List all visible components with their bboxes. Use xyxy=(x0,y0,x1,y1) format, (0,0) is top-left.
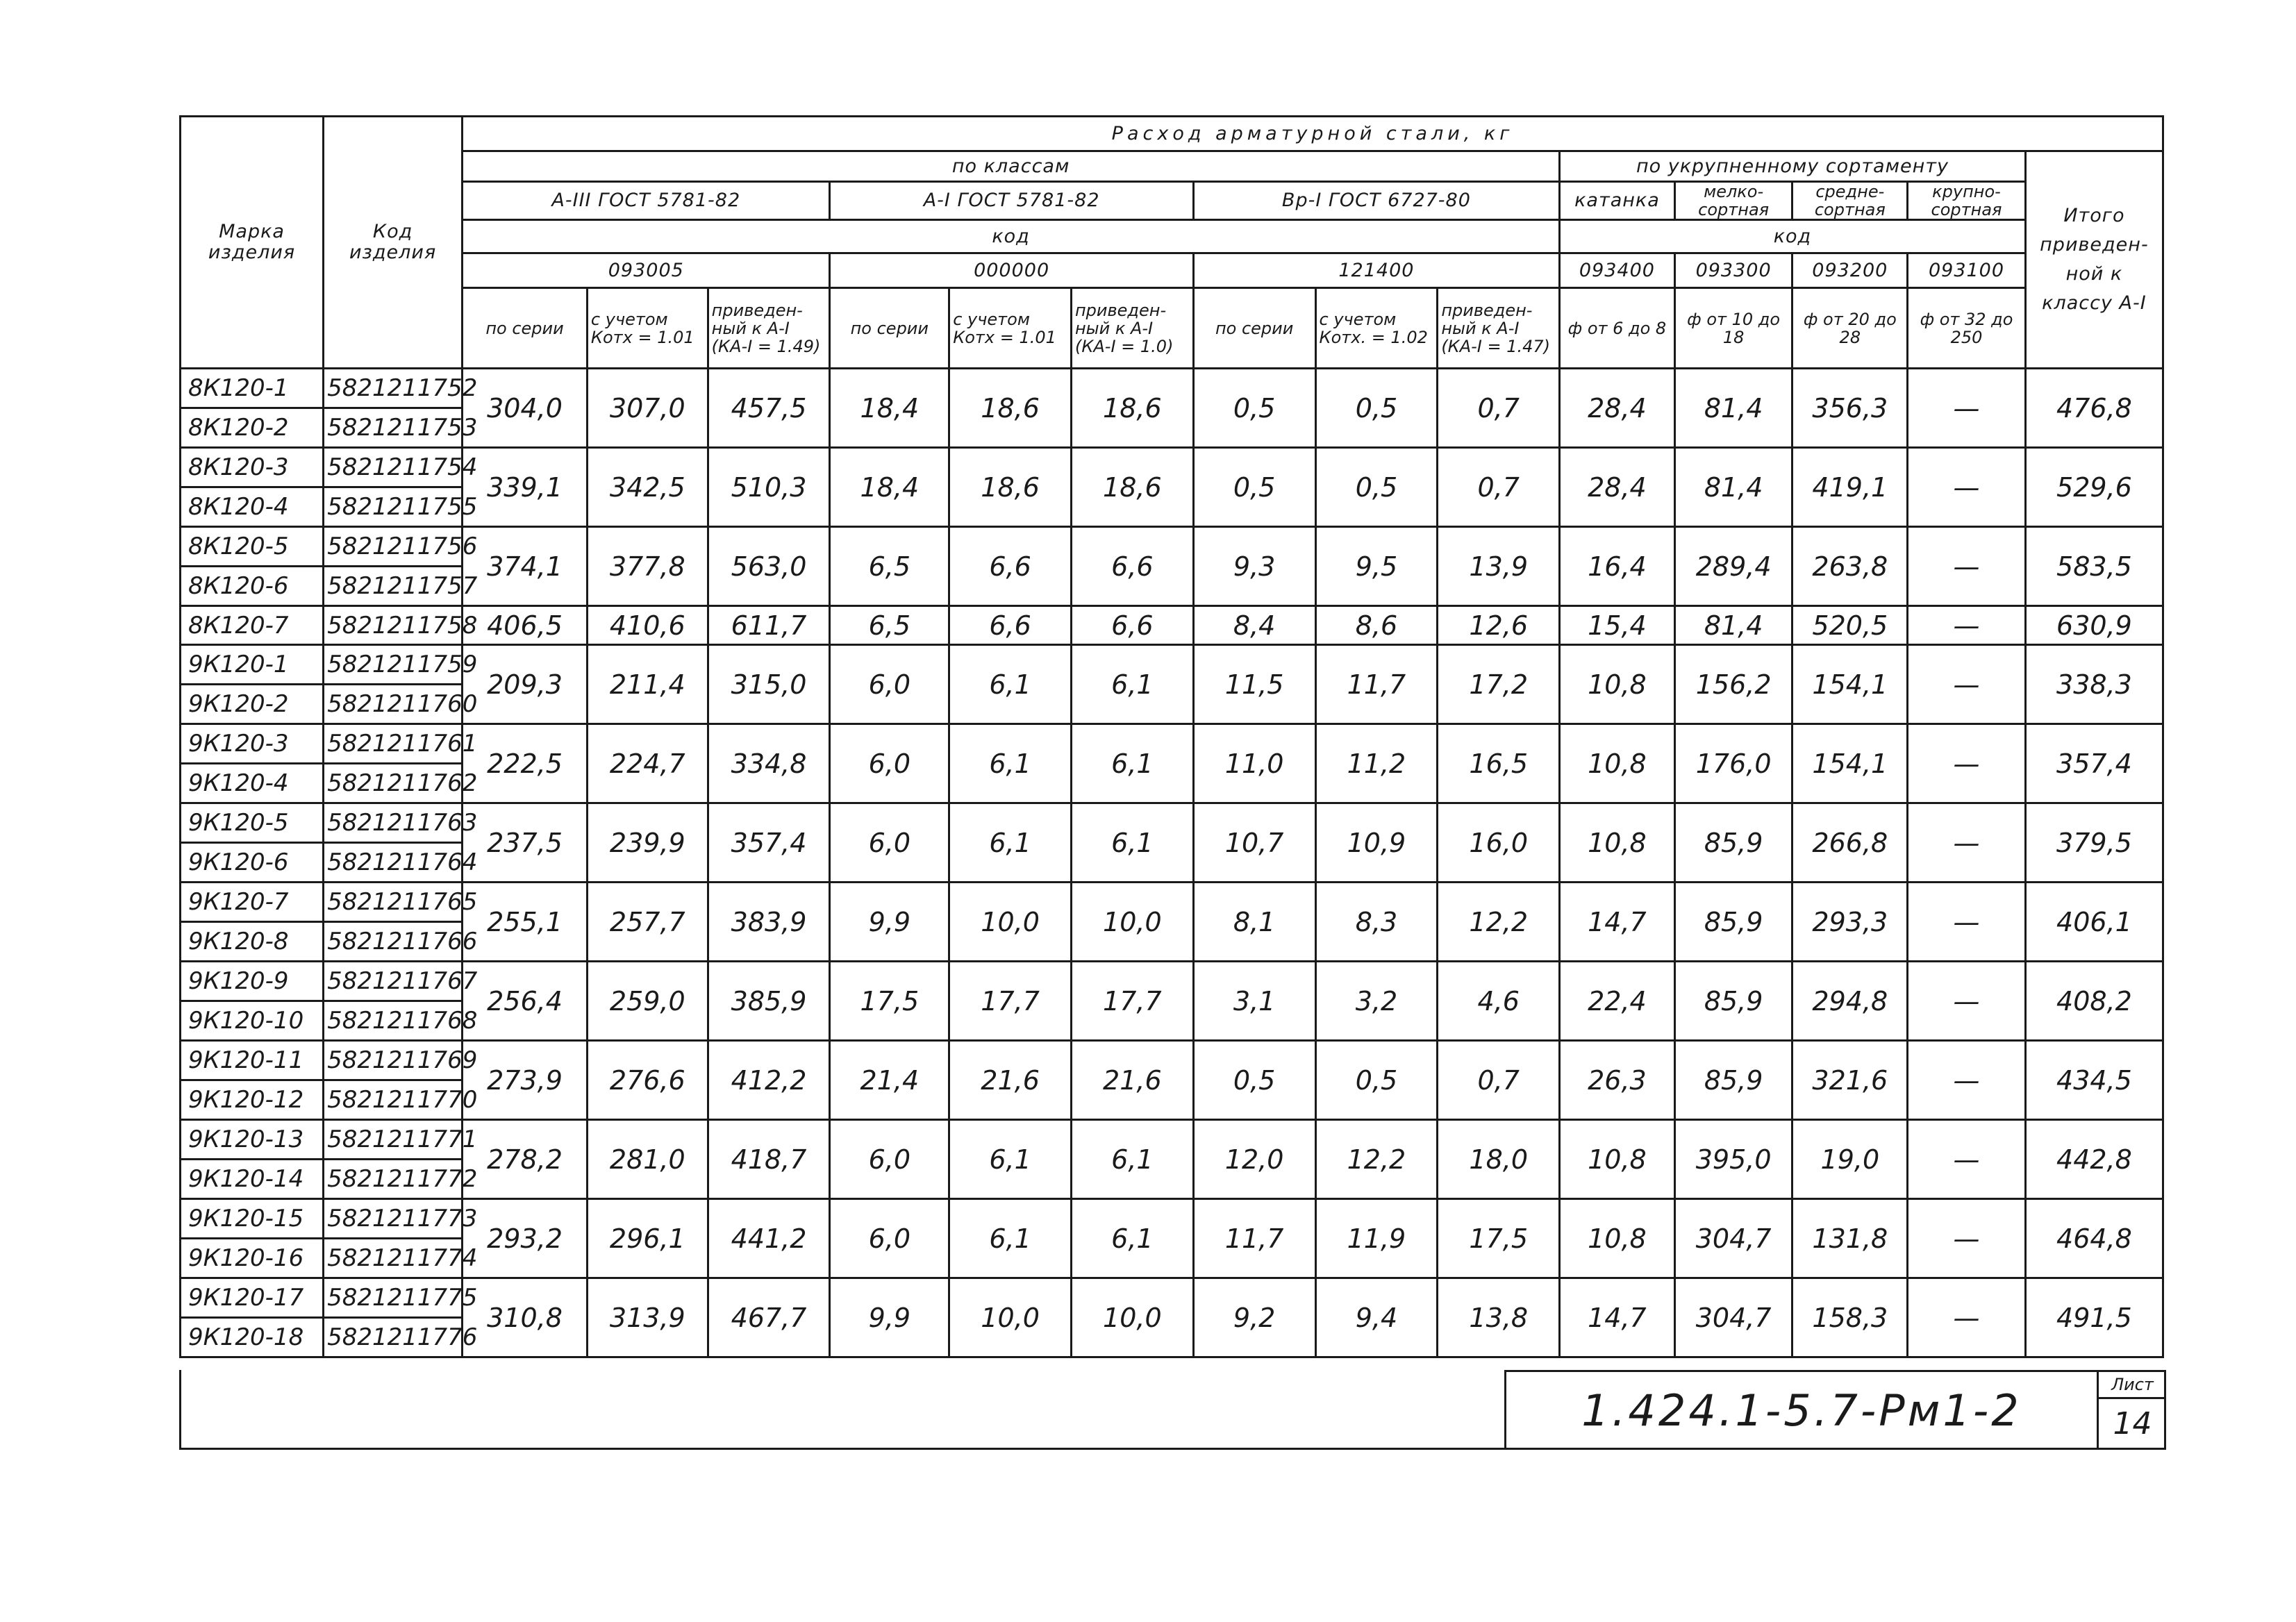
mark-cell: 9К120-15 xyxy=(181,1199,324,1239)
code-cell: 5821211765 xyxy=(324,883,463,922)
melko-header: мелко-сортная xyxy=(1674,182,1792,220)
value-cell: 21,4 xyxy=(830,1041,949,1120)
value-cell: 412,2 xyxy=(708,1041,830,1120)
value-cell: 0,7 xyxy=(1438,369,1560,448)
value-cell: 17,7 xyxy=(949,962,1072,1041)
kod-assortment-header: код xyxy=(1560,220,2026,253)
code-vr1: 121400 xyxy=(1193,253,1559,288)
by-class-header: по классам xyxy=(463,151,1560,182)
value-cell: 21,6 xyxy=(1071,1041,1193,1120)
value-cell: 18,4 xyxy=(830,369,949,448)
consumption-title: Расход арматурной стали, кг xyxy=(463,117,2163,151)
value-cell: — xyxy=(1908,1278,2026,1357)
total-header: Итого приведен-ной к классу А-I xyxy=(2025,151,2163,369)
value-cell: 10,8 xyxy=(1560,724,1675,803)
value-cell: 0,7 xyxy=(1438,448,1560,527)
value-cell: 510,3 xyxy=(708,448,830,527)
value-cell: 6,1 xyxy=(1071,1120,1193,1199)
table-row xyxy=(181,803,2163,843)
value-cell: — xyxy=(1908,883,2026,962)
value-cell: 457,5 xyxy=(708,369,830,448)
code-header: Код изделия xyxy=(324,117,463,369)
mark-cell: 9К120-8 xyxy=(181,922,324,962)
code-cell: 5821211763 xyxy=(324,803,463,843)
value-cell: 310,8 xyxy=(463,1278,588,1357)
value-cell: 10,0 xyxy=(949,1278,1072,1357)
value-cell: 256,4 xyxy=(463,962,588,1041)
value-cell: 6,6 xyxy=(1071,527,1193,606)
table-row xyxy=(181,645,2163,685)
code-cell: 5821211753 xyxy=(324,408,463,448)
mark-header: Марка изделия xyxy=(181,117,324,369)
total-cell: 442,8 xyxy=(2025,1120,2163,1199)
value-cell: 6,6 xyxy=(1071,606,1193,645)
mark-cell: 9К120-12 xyxy=(181,1080,324,1120)
value-cell: 6,1 xyxy=(949,724,1072,803)
value-cell: 8,4 xyxy=(1193,606,1315,645)
mark-cell: 9К120-5 xyxy=(181,803,324,843)
mark-cell: 9К120-11 xyxy=(181,1041,324,1080)
po-serii-a3: по серии xyxy=(463,288,588,369)
total-cell: 357,4 xyxy=(2025,724,2163,803)
code-a1: 000000 xyxy=(830,253,1193,288)
total-cell: 583,5 xyxy=(2025,527,2163,606)
value-cell: 12,2 xyxy=(1315,1120,1438,1199)
value-cell: 8,6 xyxy=(1315,606,1438,645)
value-cell: 0,5 xyxy=(1315,1041,1438,1120)
sheet-number: 14 xyxy=(2113,1406,2152,1441)
code-katanka: 093400 xyxy=(1560,253,1675,288)
value-cell: 6,1 xyxy=(949,1199,1072,1278)
mark-cell: 9К120-14 xyxy=(181,1160,324,1199)
value-cell: 0,5 xyxy=(1193,369,1315,448)
value-cell: 9,3 xyxy=(1193,527,1315,606)
value-cell: — xyxy=(1908,1199,2026,1278)
value-cell: 10,8 xyxy=(1560,803,1675,883)
value-cell: 294,8 xyxy=(1792,962,1908,1041)
table-body xyxy=(181,369,2163,1357)
value-cell: 8,3 xyxy=(1315,883,1438,962)
value-cell: 224,7 xyxy=(587,724,708,803)
value-cell: 0,5 xyxy=(1315,369,1438,448)
mark-cell: 8К120-6 xyxy=(181,567,324,606)
mark-cell: 9К120-1 xyxy=(181,645,324,685)
value-cell: 321,6 xyxy=(1792,1041,1908,1120)
value-cell: 6,1 xyxy=(1071,1199,1193,1278)
value-cell: 176,0 xyxy=(1674,724,1792,803)
table-row xyxy=(181,883,2163,922)
total-cell: 406,1 xyxy=(2025,883,2163,962)
value-cell: 259,0 xyxy=(587,962,708,1041)
mark-cell: 8К120-7 xyxy=(181,606,324,645)
value-cell: 6,6 xyxy=(949,606,1072,645)
mark-cell: 9К120-16 xyxy=(181,1239,324,1278)
total-cell: 464,8 xyxy=(2025,1199,2163,1278)
value-cell: 81,4 xyxy=(1674,369,1792,448)
code-cell: 5821211757 xyxy=(324,567,463,606)
value-cell: 18,4 xyxy=(830,448,949,527)
value-cell: 11,5 xyxy=(1193,645,1315,724)
value-cell: 17,5 xyxy=(830,962,949,1041)
total-cell: 476,8 xyxy=(2025,369,2163,448)
value-cell: 16,4 xyxy=(1560,527,1675,606)
value-cell: 28,4 xyxy=(1560,448,1675,527)
s-uchetom-vr1: с учетом Котх. = 1.02 xyxy=(1315,288,1438,369)
value-cell: 21,6 xyxy=(949,1041,1072,1120)
s-uchetom-a3: с учетом Котх = 1.01 xyxy=(587,288,708,369)
class-a1-header: А-I ГОСТ 5781-82 xyxy=(830,182,1193,220)
value-cell: 14,7 xyxy=(1560,883,1675,962)
value-cell: 211,4 xyxy=(587,645,708,724)
privedenny-vr1: приведен-ный к А-I (КА-I = 1.47) xyxy=(1438,288,1560,369)
value-cell: 6,1 xyxy=(949,1120,1072,1199)
diam-sredne: ф от 20 до 28 xyxy=(1792,288,1908,369)
table-row xyxy=(181,724,2163,764)
katanka-header: катанка xyxy=(1560,182,1675,220)
po-serii-a1: по серии xyxy=(830,288,949,369)
value-cell: 14,7 xyxy=(1560,1278,1675,1357)
value-cell: — xyxy=(1908,962,2026,1041)
value-cell: 6,0 xyxy=(830,1120,949,1199)
value-cell: 9,9 xyxy=(830,883,949,962)
code-cell: 5821211755 xyxy=(324,487,463,527)
value-cell: 304,0 xyxy=(463,369,588,448)
diam-krupno: ф от 32 до 250 xyxy=(1908,288,2026,369)
value-cell: 131,8 xyxy=(1792,1199,1908,1278)
value-cell: 374,1 xyxy=(463,527,588,606)
kod-class-header: код xyxy=(463,220,1560,253)
mark-cell: 9К120-4 xyxy=(181,764,324,803)
value-cell: 356,3 xyxy=(1792,369,1908,448)
value-cell: 12,0 xyxy=(1193,1120,1315,1199)
mark-cell: 9К120-13 xyxy=(181,1120,324,1160)
total-cell: 491,5 xyxy=(2025,1278,2163,1357)
value-cell: 278,2 xyxy=(463,1120,588,1199)
sheet-label: Лист xyxy=(2099,1372,2166,1399)
value-cell: 158,3 xyxy=(1792,1278,1908,1357)
value-cell: 6,1 xyxy=(1071,724,1193,803)
value-cell: 10,0 xyxy=(1071,1278,1193,1357)
value-cell: 19,0 xyxy=(1792,1120,1908,1199)
mark-cell: 8К120-5 xyxy=(181,527,324,567)
total-cell: 529,6 xyxy=(2025,448,2163,527)
value-cell: 3,2 xyxy=(1315,962,1438,1041)
sheet xyxy=(179,115,2164,1358)
value-cell: 304,7 xyxy=(1674,1199,1792,1278)
value-cell: 6,5 xyxy=(830,606,949,645)
code-cell: 5821211754 xyxy=(324,448,463,487)
value-cell: 0,5 xyxy=(1193,448,1315,527)
value-cell: 281,0 xyxy=(587,1120,708,1199)
total-cell: 379,5 xyxy=(2025,803,2163,883)
table-row xyxy=(181,606,2163,645)
value-cell: — xyxy=(1908,606,2026,645)
code-cell: 5821211761 xyxy=(324,724,463,764)
value-cell: 12,6 xyxy=(1438,606,1560,645)
code-cell: 5821211758 xyxy=(324,606,463,645)
value-cell: 85,9 xyxy=(1674,1041,1792,1120)
value-cell: 18,6 xyxy=(1071,369,1193,448)
code-cell: 5821211769 xyxy=(324,1041,463,1080)
code-cell: 5821211774 xyxy=(324,1239,463,1278)
value-cell: 18,6 xyxy=(949,369,1072,448)
code-cell: 5821211776 xyxy=(324,1318,463,1357)
sheet-cell xyxy=(2097,1372,2166,1450)
value-cell: 81,4 xyxy=(1674,448,1792,527)
s-uchetom-a1: с учетом Котх = 1.01 xyxy=(949,288,1072,369)
diam-melko: ф от 10 до 18 xyxy=(1674,288,1792,369)
value-cell: 273,9 xyxy=(463,1041,588,1120)
value-cell: — xyxy=(1908,369,2026,448)
value-cell: 6,1 xyxy=(949,803,1072,883)
code-cell: 5821211756 xyxy=(324,527,463,567)
value-cell: 10,0 xyxy=(1071,883,1193,962)
value-cell: 239,9 xyxy=(587,803,708,883)
value-cell: 81,4 xyxy=(1674,606,1792,645)
value-cell: 18,6 xyxy=(1071,448,1193,527)
class-a3-header: А-III ГОСТ 5781-82 xyxy=(463,182,830,220)
value-cell: 0,5 xyxy=(1193,1041,1315,1120)
by-assortment-header: по укрупненному сортаменту xyxy=(1560,151,2026,182)
value-cell: 154,1 xyxy=(1792,724,1908,803)
value-cell: 0,7 xyxy=(1438,1041,1560,1120)
code-cell: 5821211752 xyxy=(324,369,463,408)
code-cell: 5821211770 xyxy=(324,1080,463,1120)
value-cell: 6,0 xyxy=(830,645,949,724)
frame-left-line xyxy=(179,1370,181,1450)
value-cell: — xyxy=(1908,645,2026,724)
value-cell: 85,9 xyxy=(1674,883,1792,962)
value-cell: 11,7 xyxy=(1193,1199,1315,1278)
value-cell: 11,2 xyxy=(1315,724,1438,803)
code-cell: 5821211775 xyxy=(324,1278,463,1318)
value-cell: 383,9 xyxy=(708,883,830,962)
value-cell: 342,5 xyxy=(587,448,708,527)
value-cell: 237,5 xyxy=(463,803,588,883)
total-cell: 434,5 xyxy=(2025,1041,2163,1120)
mark-cell: 9К120-10 xyxy=(181,1001,324,1041)
total-cell: 630,9 xyxy=(2025,606,2163,645)
value-cell: 209,3 xyxy=(463,645,588,724)
mark-cell: 8К120-1 xyxy=(181,369,324,408)
value-cell: 418,7 xyxy=(708,1120,830,1199)
value-cell: 11,0 xyxy=(1193,724,1315,803)
value-cell: 17,2 xyxy=(1438,645,1560,724)
value-cell: 11,7 xyxy=(1315,645,1438,724)
value-cell: 10,9 xyxy=(1315,803,1438,883)
table-row xyxy=(181,1278,2163,1318)
value-cell: 3,1 xyxy=(1193,962,1315,1041)
code-cell: 5821211771 xyxy=(324,1120,463,1160)
value-cell: 18,6 xyxy=(949,448,1072,527)
value-cell: 26,3 xyxy=(1560,1041,1675,1120)
value-cell: — xyxy=(1908,1120,2026,1199)
code-cell: 5821211772 xyxy=(324,1160,463,1199)
table-row xyxy=(181,369,2163,408)
value-cell: — xyxy=(1908,1041,2026,1120)
value-cell: — xyxy=(1908,803,2026,883)
sredne-header: средне-сортная xyxy=(1792,182,1908,220)
mark-cell: 9К120-3 xyxy=(181,724,324,764)
code-cell: 5821211762 xyxy=(324,764,463,803)
value-cell: 6,1 xyxy=(1071,645,1193,724)
mark-cell: 9К120-6 xyxy=(181,843,324,883)
value-cell: 9,9 xyxy=(830,1278,949,1357)
code-cell: 5821211768 xyxy=(324,1001,463,1041)
value-cell: 11,9 xyxy=(1315,1199,1438,1278)
value-cell: 10,8 xyxy=(1560,1199,1675,1278)
value-cell: 9,2 xyxy=(1193,1278,1315,1357)
value-cell: 257,7 xyxy=(587,883,708,962)
table-row xyxy=(181,448,2163,487)
value-cell: 28,4 xyxy=(1560,369,1675,448)
diam-katanka: ф от 6 до 8 xyxy=(1560,288,1675,369)
value-cell: — xyxy=(1908,724,2026,803)
value-cell: 263,8 xyxy=(1792,527,1908,606)
value-cell: 293,2 xyxy=(463,1199,588,1278)
value-cell: 296,1 xyxy=(587,1199,708,1278)
mark-cell: 8К120-4 xyxy=(181,487,324,527)
value-cell: 0,5 xyxy=(1315,448,1438,527)
code-cell: 5821211760 xyxy=(324,685,463,724)
value-cell: 10,0 xyxy=(949,883,1072,962)
value-cell: 13,8 xyxy=(1438,1278,1560,1357)
value-cell: 12,2 xyxy=(1438,883,1560,962)
value-cell: 222,5 xyxy=(463,724,588,803)
mark-cell: 9К120-2 xyxy=(181,685,324,724)
table-row xyxy=(181,962,2163,1001)
value-cell: 520,5 xyxy=(1792,606,1908,645)
value-cell: 6,5 xyxy=(830,527,949,606)
value-cell: 18,0 xyxy=(1438,1120,1560,1199)
value-cell: 276,6 xyxy=(587,1041,708,1120)
value-cell: 10,7 xyxy=(1193,803,1315,883)
value-cell: 15,4 xyxy=(1560,606,1675,645)
value-cell: 357,4 xyxy=(708,803,830,883)
steel-consumption-table xyxy=(179,115,2164,1358)
code-cell: 5821211773 xyxy=(324,1199,463,1239)
table-row xyxy=(181,1199,2163,1239)
value-cell: 17,5 xyxy=(1438,1199,1560,1278)
mark-cell: 9К120-7 xyxy=(181,883,324,922)
value-cell: — xyxy=(1908,527,2026,606)
code-a3: 093005 xyxy=(463,253,830,288)
value-cell: 266,8 xyxy=(1792,803,1908,883)
value-cell: 293,3 xyxy=(1792,883,1908,962)
code-cell: 5821211767 xyxy=(324,962,463,1001)
value-cell: 563,0 xyxy=(708,527,830,606)
value-cell: 410,6 xyxy=(587,606,708,645)
value-cell: — xyxy=(1908,448,2026,527)
total-cell: 338,3 xyxy=(2025,645,2163,724)
code-sredne: 093200 xyxy=(1792,253,1908,288)
value-cell: 307,0 xyxy=(587,369,708,448)
code-cell: 5821211764 xyxy=(324,843,463,883)
value-cell: 6,0 xyxy=(830,724,949,803)
value-cell: 419,1 xyxy=(1792,448,1908,527)
value-cell: 6,1 xyxy=(1071,803,1193,883)
value-cell: 289,4 xyxy=(1674,527,1792,606)
value-cell: 16,5 xyxy=(1438,724,1560,803)
code-cell: 5821211759 xyxy=(324,645,463,685)
table-row xyxy=(181,1041,2163,1080)
value-cell: 385,9 xyxy=(708,962,830,1041)
value-cell: 339,1 xyxy=(463,448,588,527)
table-row xyxy=(181,527,2163,567)
total-cell: 408,2 xyxy=(2025,962,2163,1041)
title-block xyxy=(1504,1370,2166,1448)
value-cell: 6,6 xyxy=(949,527,1072,606)
mark-cell: 8К120-2 xyxy=(181,408,324,448)
value-cell: 313,9 xyxy=(587,1278,708,1357)
code-melko: 093300 xyxy=(1674,253,1792,288)
value-cell: 9,4 xyxy=(1315,1278,1438,1357)
value-cell: 255,1 xyxy=(463,883,588,962)
value-cell: 315,0 xyxy=(708,645,830,724)
value-cell: 154,1 xyxy=(1792,645,1908,724)
value-cell: 22,4 xyxy=(1560,962,1675,1041)
value-cell: 156,2 xyxy=(1674,645,1792,724)
value-cell: 6,0 xyxy=(830,803,949,883)
value-cell: 17,7 xyxy=(1071,962,1193,1041)
code-cell: 5821211766 xyxy=(324,922,463,962)
class-vr1-header: Вр-I ГОСТ 6727-80 xyxy=(1193,182,1559,220)
value-cell: 10,8 xyxy=(1560,645,1675,724)
mark-cell: 9К120-17 xyxy=(181,1278,324,1318)
value-cell: 85,9 xyxy=(1674,803,1792,883)
value-cell: 4,6 xyxy=(1438,962,1560,1041)
mark-cell: 8К120-3 xyxy=(181,448,324,487)
value-cell: 611,7 xyxy=(708,606,830,645)
value-cell: 9,5 xyxy=(1315,527,1438,606)
value-cell: 304,7 xyxy=(1674,1278,1792,1357)
value-cell: 8,1 xyxy=(1193,883,1315,962)
privedenny-a1: приведен-ный к А-I (КА-I = 1.0) xyxy=(1071,288,1193,369)
krupno-header: крупно-сортная xyxy=(1908,182,2026,220)
value-cell: 16,0 xyxy=(1438,803,1560,883)
po-serii-vr1: по серии xyxy=(1193,288,1315,369)
table-row xyxy=(181,1120,2163,1160)
mark-cell: 9К120-9 xyxy=(181,962,324,1001)
value-cell: 85,9 xyxy=(1674,962,1792,1041)
code-krupno: 093100 xyxy=(1908,253,2026,288)
value-cell: 13,9 xyxy=(1438,527,1560,606)
value-cell: 6,1 xyxy=(949,645,1072,724)
value-cell: 10,8 xyxy=(1560,1120,1675,1199)
mark-cell: 9К120-18 xyxy=(181,1318,324,1357)
value-cell: 441,2 xyxy=(708,1199,830,1278)
value-cell: 377,8 xyxy=(587,527,708,606)
value-cell: 467,7 xyxy=(708,1278,830,1357)
value-cell: 6,0 xyxy=(830,1199,949,1278)
value-cell: 406,5 xyxy=(463,606,588,645)
document-code: 1.424.1-5.7-Рм1-2 xyxy=(1581,1385,2022,1436)
privedenny-a3: приведен-ный к А-I (КА-I = 1.49) xyxy=(708,288,830,369)
value-cell: 334,8 xyxy=(708,724,830,803)
value-cell: 395,0 xyxy=(1674,1120,1792,1199)
